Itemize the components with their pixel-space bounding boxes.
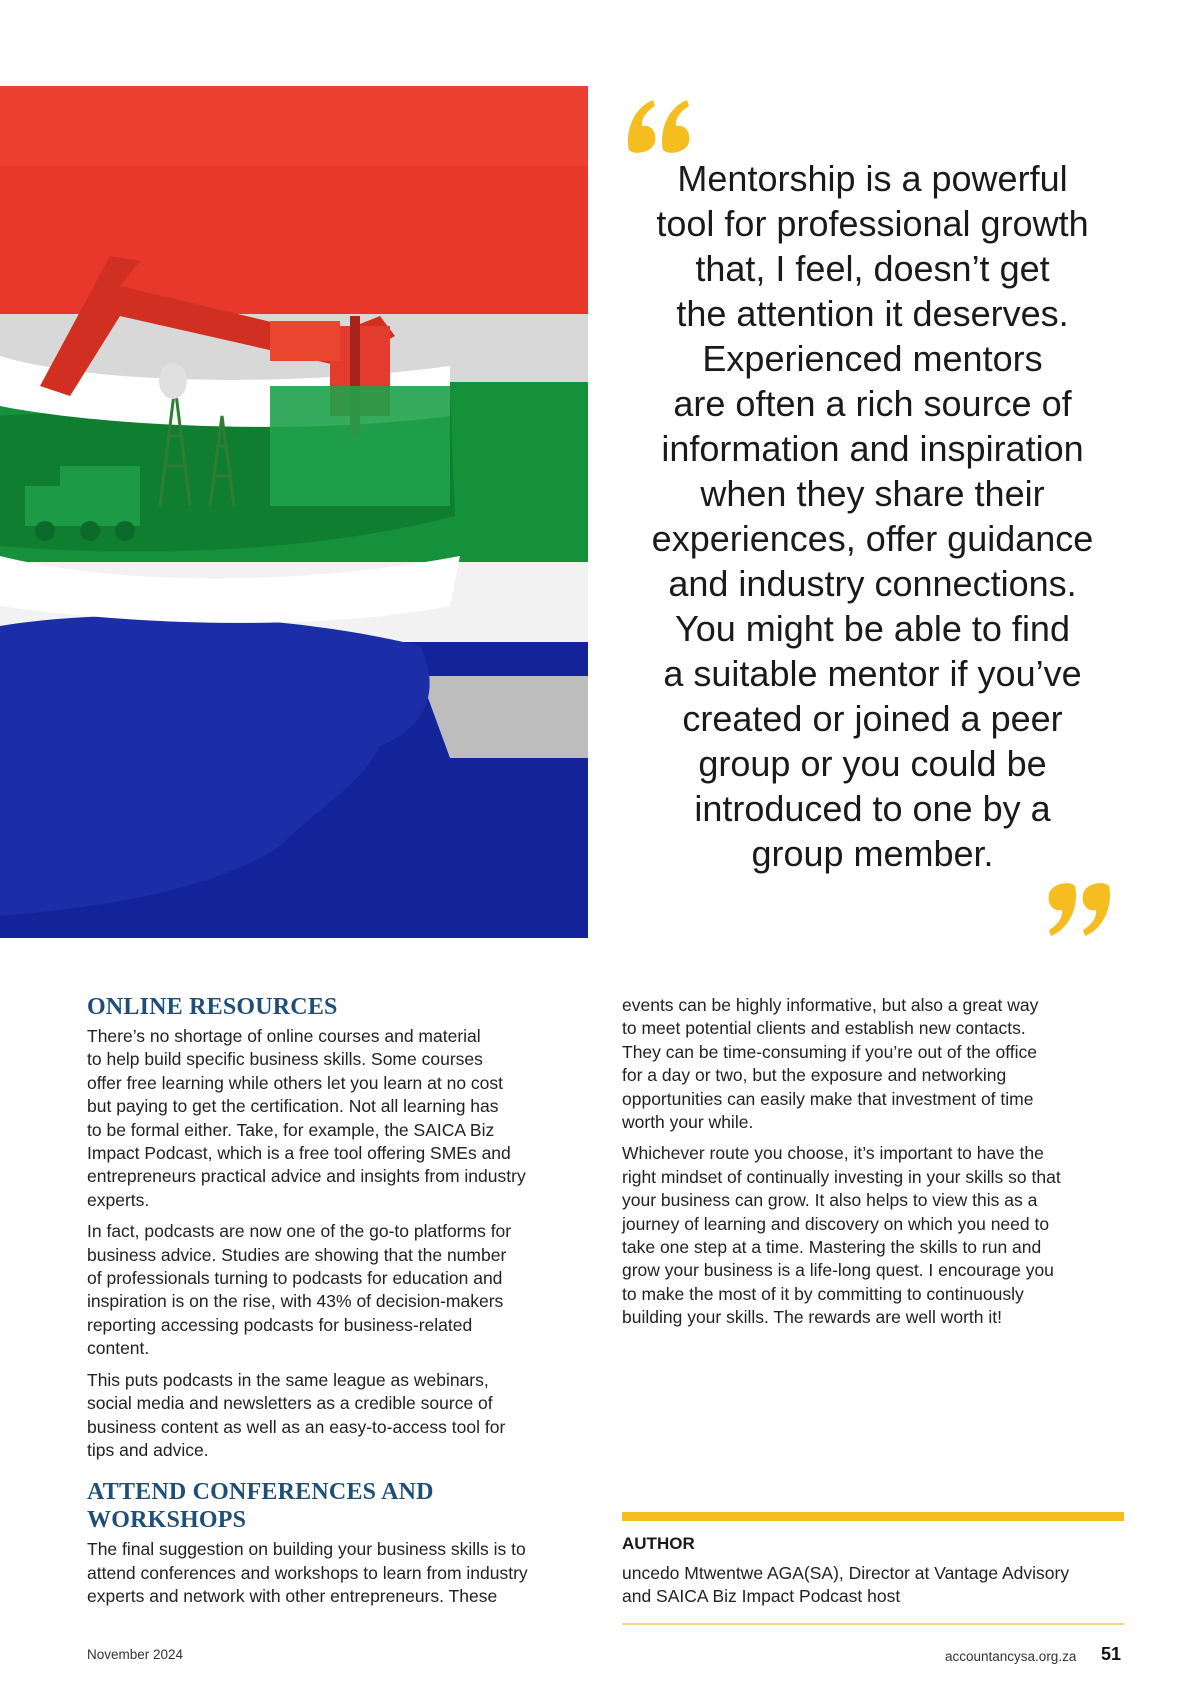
left-column: [87, 993, 593, 1617]
author-text: uncedo Mtwentwe AGA(SA), Director at Vantage Advisory and SAICA Biz Impact Podcast host: [622, 1563, 1070, 1607]
author-divider: [622, 1623, 1124, 1625]
open-quote-icon: [625, 92, 695, 156]
close-quote-icon: [1043, 880, 1113, 944]
paragraph: This puts podcasts in the same league as webinars, social media and newsletters as a credible source of business content as well as an easy-to-access tool for tips and advice.: [87, 1369, 506, 1460]
south-africa-flag-industry-icon: [0, 86, 588, 938]
hero-image: [0, 86, 588, 938]
paragraph: Whichever route you choose, it’s important to have the right mindset of continually investing in your skills so that your business can grow. It also helps to view this as a journey of learning and discovery on which you need to take one step at a time. Mastering the skills to run and grow your business is a life-long quest. I encourage you to make the most of it by committing to continuously building your skills. The rewards are well worth it!: [622, 1143, 1061, 1328]
paragraph: events can be highly informative, but also a great way to meet potential clients and establish new contacts. They can be time-consuming if you’re out of the office for a day or two, but the exposure and networking opportunities can easily make that investment of time worth your while.: [622, 995, 1039, 1133]
footer-url[interactable]: accountancysa.org.za: [945, 1649, 1077, 1664]
right-column: [622, 994, 1124, 1338]
heading-attend-conferences: ATTEND CONFERENCES AND WORKSHOPS: [87, 1479, 434, 1534]
paragraph: There’s no shortage of online courses and material to help build specific business skills. Some courses offer free learning while others let you learn at no cost but paying to get the certification. Not all learning has to be formal either. Take, for example, the SAICA Biz Impact Podcast, which is a free tool offering SMEs and entrepreneurs practical advice and insights from industry experts.: [87, 1026, 526, 1210]
page-number: 51: [1101, 1644, 1122, 1664]
paragraph: The final suggestion on building your business skills is to attend conferences and workshops to learn from industry experts and network with other entrepreneurs. These: [87, 1539, 528, 1607]
paragraph: In fact, podcasts are now one of the go-to platforms for business advice. Studies are showing that the number of professionals turning to podcasts for education and inspiration is on the rise, with 43% of decision-makers reporting accessing podcasts for business-related content.: [87, 1221, 512, 1359]
pull-quote-text: Mentorship is a powerful tool for professional growth that, I feel, doesn’t get the attention it deserves. Experienced mentors are often a rich source of information and inspiration when they share their experiences, offer guidance and industry connections. You might be able to find a suitable mentor if you’ve created or joined a peer group or you could be introduced to one by a group member.: [651, 158, 1094, 874]
author-accent-bar: [622, 1512, 1124, 1521]
heading-online-resources: ONLINE RESOURCES: [87, 994, 338, 1020]
author-label: AUTHOR: [622, 1534, 695, 1553]
footer-date: November 2024: [87, 1647, 184, 1662]
